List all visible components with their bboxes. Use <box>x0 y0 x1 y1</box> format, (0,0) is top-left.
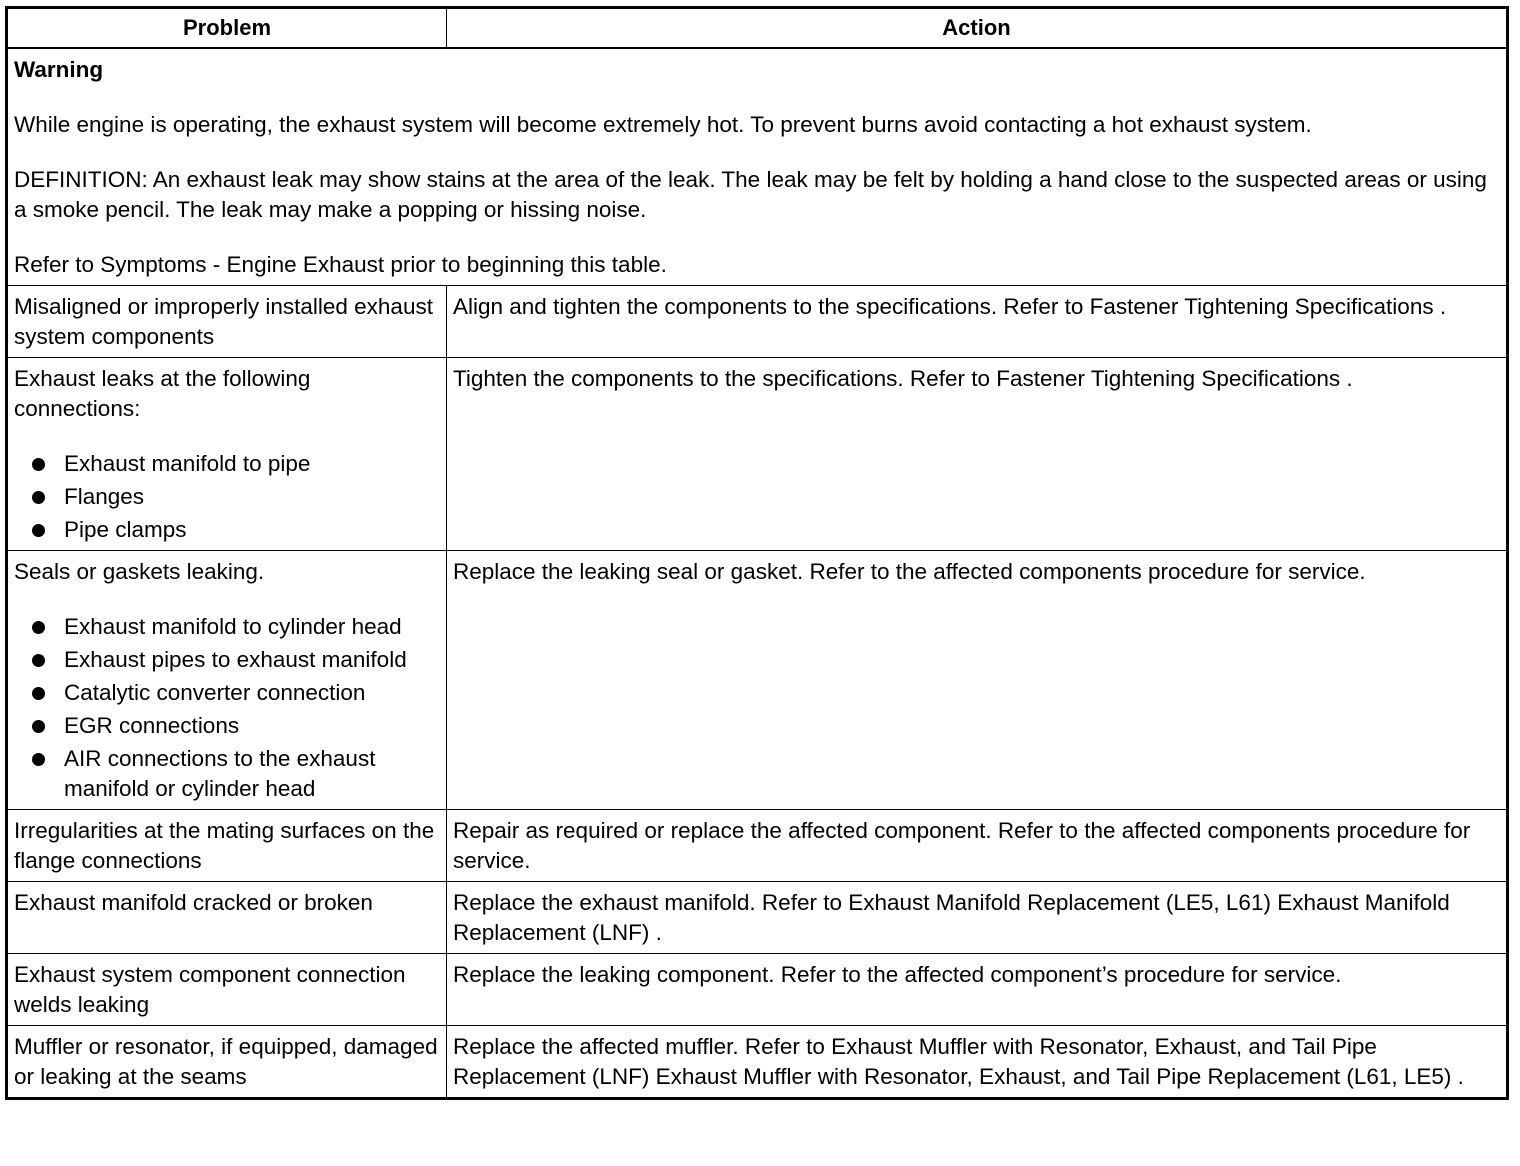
problem-cell <box>7 882 447 954</box>
bullet-list <box>14 449 440 545</box>
list-item <box>14 449 440 479</box>
bullet-list <box>14 612 440 804</box>
action-text: Replace the exhaust manifold. Refer to Exhaust Manifold Replacement (LE5, L61) Exhaust Manifold Replacement (LNF) . <box>453 890 1450 945</box>
bullet-icon <box>32 491 45 504</box>
list-item <box>14 645 440 675</box>
table-row <box>7 810 1508 882</box>
problem-cell <box>7 1026 447 1099</box>
problem-text: Exhaust system component connection welds leaking <box>14 962 406 1017</box>
list-item-text: EGR connections <box>64 713 240 738</box>
bullet-icon <box>32 654 45 667</box>
list-item-text: Pipe clamps <box>64 517 187 542</box>
header-row <box>7 8 1508 49</box>
list-item-text: Exhaust manifold to pipe <box>64 451 311 476</box>
action-cell <box>447 954 1508 1026</box>
list-item <box>14 612 440 642</box>
action-text: Align and tighten the components to the specifications. Refer to Fastener Tightening Specifications . <box>453 294 1447 319</box>
problem-cell <box>7 286 447 358</box>
problem-cell <box>7 358 447 551</box>
action-cell <box>447 286 1508 358</box>
action-text: Replace the leaking component. Refer to the affected component’s procedure for service. <box>453 962 1342 987</box>
bullet-icon <box>32 621 45 634</box>
action-cell <box>447 551 1508 810</box>
action-text: Replace the leaking seal or gasket. Refer to the affected components procedure for service. <box>453 559 1366 584</box>
warning-title: Warning <box>14 57 104 82</box>
problem-text: Irregularities at the mating surfaces on the flange connections <box>14 818 435 873</box>
document-page <box>5 6 1506 1100</box>
problem-text: Exhaust manifold cracked or broken <box>14 890 373 915</box>
notes-row <box>7 48 1508 286</box>
problem-cell <box>7 551 447 810</box>
diagnostic-table <box>5 6 1509 1100</box>
action-cell <box>447 1026 1508 1099</box>
list-item-text: Exhaust pipes to exhaust manifold <box>64 647 407 672</box>
warning-text: While engine is operating, the exhaust system will become extremely hot. To prevent burns avoid contacting a hot exhaust system. <box>14 112 1312 137</box>
problem-cell <box>7 810 447 882</box>
bullet-icon <box>32 687 45 700</box>
list-item <box>14 678 440 708</box>
list-item <box>14 744 440 804</box>
problem-text: Misaligned or improperly installed exhaust system components <box>14 294 433 349</box>
table-row <box>7 358 1508 551</box>
table-row <box>7 286 1508 358</box>
list-item-text: AIR connections to the exhaust manifold or cylinder head <box>64 746 376 801</box>
table-row <box>7 551 1508 810</box>
notes-cell <box>7 48 1508 286</box>
action-text: Repair as required or replace the affected component. Refer to the affected components procedure for service. <box>453 818 1471 873</box>
bullet-icon <box>32 524 45 537</box>
refer-text: Refer to Symptoms - Engine Exhaust prior to beginning this table. <box>14 252 667 277</box>
action-cell <box>447 358 1508 551</box>
list-item <box>14 515 440 545</box>
list-item <box>14 482 440 512</box>
bullet-icon <box>32 753 45 766</box>
header-action: Action <box>447 8 1508 49</box>
list-item-text: Exhaust manifold to cylinder head <box>64 614 402 639</box>
header-problem: Problem <box>7 8 447 49</box>
list-item <box>14 711 440 741</box>
problem-cell <box>7 954 447 1026</box>
table-row <box>7 954 1508 1026</box>
action-text: Tighten the components to the specifications. Refer to Fastener Tightening Specifications . <box>453 366 1353 391</box>
action-text: Replace the affected muffler. Refer to Exhaust Muffler with Resonator, Exhaust, and Tail Pipe Replacement (LNF) Exhaust Muffler with Resonator, Exhaust, and Tail Pipe Replacement (L61, LE5) . <box>453 1034 1464 1089</box>
action-cell <box>447 810 1508 882</box>
problem-text: Seals or gaskets leaking. <box>14 559 265 584</box>
action-cell <box>447 882 1508 954</box>
bullet-icon <box>32 720 45 733</box>
problem-text: Muffler or resonator, if equipped, damaged or leaking at the seams <box>14 1034 438 1089</box>
list-item-text: Catalytic converter connection <box>64 680 366 705</box>
table-row <box>7 1026 1508 1099</box>
problem-text: Exhaust leaks at the following connections: <box>14 366 311 421</box>
bullet-icon <box>32 458 45 471</box>
table-row <box>7 882 1508 954</box>
definition-text: DEFINITION: An exhaust leak may show stains at the area of the leak. The leak may be felt by holding a hand close to the suspected areas or using a smoke pencil. The leak may make a popping or hissing noise. <box>14 167 1487 222</box>
list-item-text: Flanges <box>64 484 145 509</box>
